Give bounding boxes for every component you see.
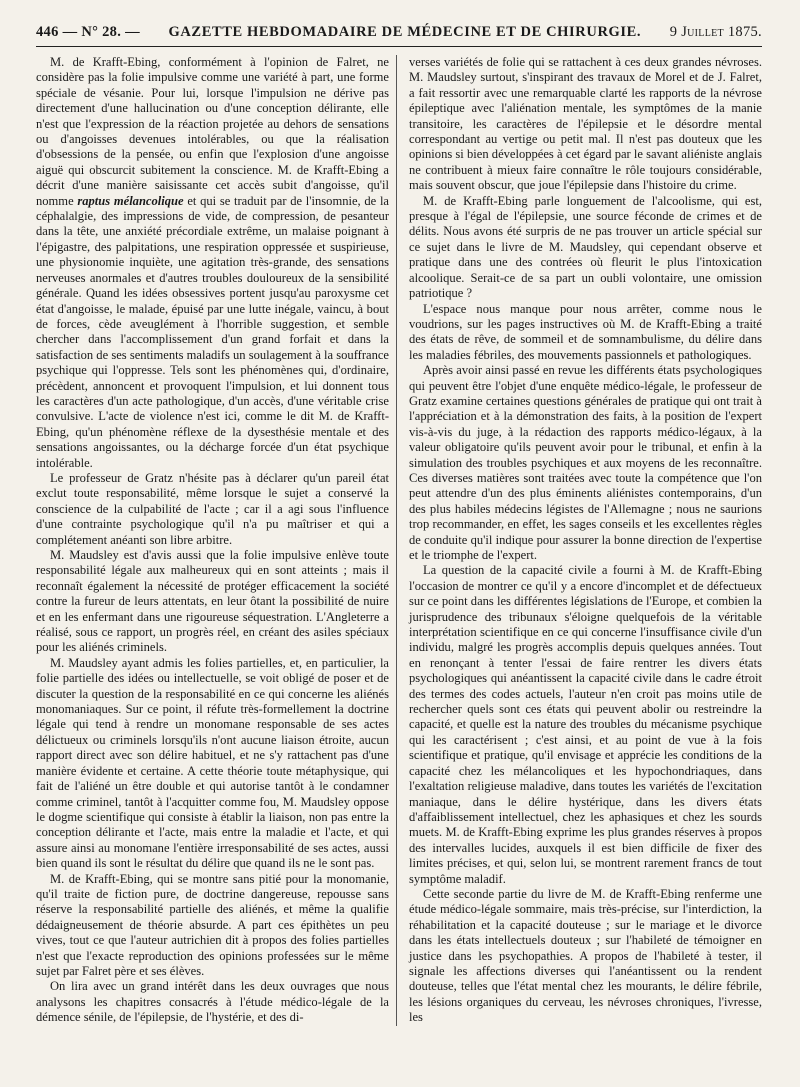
paragraph: M. Maudsley est d'avis aussi que la folie impulsive enlève toute responsabilité légale aux malheureux qui en sont atteints ; mais il reconnaît également la nécessité de protéger efficacement la société contre la fureur de leurs attentats, en leur ôtant la possibilité de nuire et en les enfermant dans une rigoureuse séquestration. L'Angleterre a réalisé, sous ce rapport, un progrès réel, en créant des asiles spéciaux pour les aliénés criminels. [36,548,389,655]
paragraph: M. de Krafft-Ebing, qui se montre sans pitié pour la monomanie, qu'il traite de fiction pure, de doctrine dangereuse, repousse sans réserve la responsabilité partielle des aliénés, et même la qualifie dédaigneusement de théorie absurde. A part ces épithètes un peu vives, tout ce que l'auteur autrichien dit à propos des folies partielles n'est que l'exacte reproduction des opinions professées sur le même sujet par Falret père et ses élèves. [36,871,389,978]
issue-number: — N° 28. — [62,24,140,40]
left-column [36,55,389,1026]
running-header [36,24,762,47]
paragraph: M. Maudsley ayant admis les folies partielles, et, en particulier, la folie partielle des idées ou intellectuelle, se voit obligé de poser et de discuter la question de la responsabilité en ce qui concerne les aliénés monomaniaques. Sur ce point, il réfute très-formellement la doctrine légale qui tend à rendre un monomane responsable de ses actes délictueux ou criminels lorsqu'ils n'ont aucune liaison étroite, aucun rapport direct avec son délire habituel, et ne s'y rattachent pas d'une manière évidente et certaine. A cette théorie toute métaphysique, qui fait de l'aliéné un être double et qui autorise tantôt à le condamner comme criminel, tantôt à l'acquitter comme fou, M. Maudsley oppose le dogme scientifique qui consiste à établir la liaison, non pas entre la conception délirante et l'acte, mais entre la maladie et l'acte, et qui assure ainsi au monomane l'entière irresponsabilité de ses actes, aussi bien quand ils sont le résultat du délire que quand ils ne le sont pas. [36,655,389,871]
emphasized-term: raptus mélancolique [77,193,184,208]
paragraph: On lira avec un grand intérêt dans les deux ouvrages que nous analysons les chapitres consacrés à l'étude médico-légale de la démence sénile, de l'épilepsie, de l'hystérie, et des di- [36,979,389,1025]
paragraph: Le professeur de Gratz n'hésite pas à déclarer qu'un pareil état exclut toute responsabilité, même lorsque le sujet a conservé la conscience de la culpabilité de l'acte ; car il a agi sous l'influence d'une contrainte psychologique qu'il n'a pu maîtriser et qui a complétement anéanti son libre arbitre. [36,470,389,547]
paragraph: M. de Krafft-Ebing, conformément à l'opinion de Falret, ne considère pas la folie impulsive comme une variété à part, une forme spéciale de vésanie. Pour lui, lorsque l'impulsion ne dérive pas directement d'une hallucination ou d'une conception délirante, elle n'est que l'expression de la réaction projetée au dehors de sensations ou d'angoisses devenues intolérables, ou que la réalisation d'obsessions de la pensée, ou enfin que l'explosion d'une angoisse aiguë qui obscurcit subitement la conscience. M. de Krafft-Ebing a décrit d'une manière saisissante cet accès subit d'angoisse, qu'il nomme raptus mélancolique et qui se traduit par de l'insomnie, de la céphalalgie, des impressions de vide, de compression, de pesanteur dans la tête, une anxiété précordiale extrême, un malaise poignant à l'épigastre, des palpitations, une respiration oppressée et suspirieuse, une physionomie inquiète, une agitation très-grande, des sensations nerveuses anormales et d'autres troubles douloureux de la sensibilité générale. Quand les idées obsessives portent jusqu'au paroxysme cet état d'angoisse, le malade, épuisé par une lutte inégale, vaincu, à bout de forces, cède aveuglément à l'horrible suggestion, et semble chercher dans l'accomplissement d'un grand forfait et dans la satisfaction de ses sentiments maladifs un soulagement à la souffrance psychique qui l'oppresse. Tels sont les phénomènes qui, d'ordinaire, précèdent, annoncent et provoquent l'impulsion, et lui donnent tous les caractères d'un acte pathologique, d'un accès, d'une véritable crise convulsive. L'acte de violence n'est ici, comme le dit M. de Krafft-Ebing, qu'un phénomène réflexe de la dysesthésie mentale et des sensations angoissantes, ou la décharge forcée d'un état psychique intolérable. [36,55,390,470]
paragraph: Après avoir ainsi passé en revue les différents états psychologiques qui peuvent être l'objet d'une enquête médico-légale, le professeur de Gratz examine certaines questions générales de pratique qui ont trait à l'appréciation et à la démonstration des faits, à la position de l'expert vis-à-vis du juge, à la rédaction des rapports médico-légaux, à la valeur obligatoire qu'ils peuvent avoir pour le tribunal, et enfin à la simulation des troubles psychiques et aux moyens de les reconnaître. Ces diverses matières sont traitées avec toute la compétence que l'on peut attendre d'un des plus éminents aliénistes contemporains, d'un des plus habiles médecins légistes de l'Allemagne ; nous ne saurions trop recommander, en effet, les sages conseils et les excellentes règles de conduite qu'il indique pour assurer la bonne direction de l'expertise et le triomphe de l'expert. [409,363,762,562]
paragraph: L'espace nous manque pour nous arrêter, comme nous le voudrions, sur les pages instructives où M. de Krafft-Ebing a traité des états de rêve, de sommeil et de somnambulisme, du délire dans les maladies fébriles, des mouvements passionnels et pathologiques. [409,301,762,362]
header-left [36,24,140,41]
right-column [409,55,762,1026]
paragraph: Cette seconde partie du livre de M. de Krafft-Ebing renferme une étude médico-légale sommaire, mais très-précise, sur l'interdiction, la réhabilitation et la capacité douteuse ; sur le mariage et le divorce dans les états intellectuels douteux ; sur l'habileté de témoigner en justice dans les psychopathies. A propos de l'habileté à tester, il signale les affections diverses qui l'anéantissent ou la rendent douteuse, telles que l'état mental chez les mourants, le délire fébrile, les lésions organiques du cerveau, les névroses chroniques, l'ivresse, les [409,886,762,1025]
paragraph: M. de Krafft-Ebing parle longuement de l'alcoolisme, qui est, presque à l'égal de l'épilepsie, une source féconde de crimes et de délits. Nous avons été surpris de ne pas trouver un article spécial sur ce sujet dans le livre de M. Maudsley, qui cependant observe et pratique dans une des contrées où fleurit le plus l'intoxication alcoolique. Serait-ce de sa part un oubli volontaire, une omission patriotique ? [409,193,762,301]
journal-title: GAZETTE HEBDOMADAIRE DE MÉDECINE ET DE CHIRURGIE. [168,24,642,40]
article-body [36,55,762,1026]
paragraph: verses variétés de folie qui se rattachent à ces deux grandes névroses. M. Maudsley surtout, s'inspirant des travaux de Morel et de J. Falret, a fait ressortir avec une remarquable clarté les rapports de la névrose épileptique avec l'aliénation mentale, les symptômes de la manie transitoire, les caractères de l'épilepsie et le désordre mental correspondant au vertige ou petit mal. Il n'est pas douteux que les opinions si bien développées à cet égard par le savant aliéniste anglais ne contribuent à mieux faire connaître le rôle toujours considérable, mais souvent obscur, que joue l'épilepsie dans l'histoire du crime. [409,55,762,193]
issue-date: 9 Juillet 1875. [669,24,762,40]
paragraph: La question de la capacité civile a fourni à M. de Krafft-Ebing l'occasion de montrer ce qu'il y a encore d'incomplet et de défectueux sur ce point dans les différentes législations de l'Europe, et combien la jurisprudence des tribunaux s'éloigne quelquefois de la véritable interprétation scientifique en ce qui concerne l'insuffisance civile d'un individu, malgré les progrès accomplis depuis quelques années. Tout en renonçant à tenter l'essai de faire rentrer les divers états psychologiques qui anéantissent la capacité civile dans le cadre étroit des termes des codes actuels, l'auteur n'en croit pas moins utile de rechercher quels sont ces états qui peuvent abolir ou restreindre la capacité, et quelle est la nature des troubles du mécanisme psychique qui les caractérisent ; c'est ainsi, et au point de vue à la fois scientifique et pratique, qu'il envisage et apprécie les conditions de la capacité chez les mélancoliques et les hypochondriaques, dans l'exaltation religieuse maladive, dans toutes les variétés de l'excitation maniaque, dans le délire hystérique, dans les divers états d'affaiblissement intellectuel, chez les aphasiques et chez les sourds muets. M. de Krafft-Ebing exprime les plus grandes réserves à propos des intervalles lucides, auxquels il est bien difficile de fixer des limites précises, et qui, selon lui, se montrent rarement francs de tout symptôme maladif. [409,563,762,886]
page-number: 446 [36,24,59,40]
